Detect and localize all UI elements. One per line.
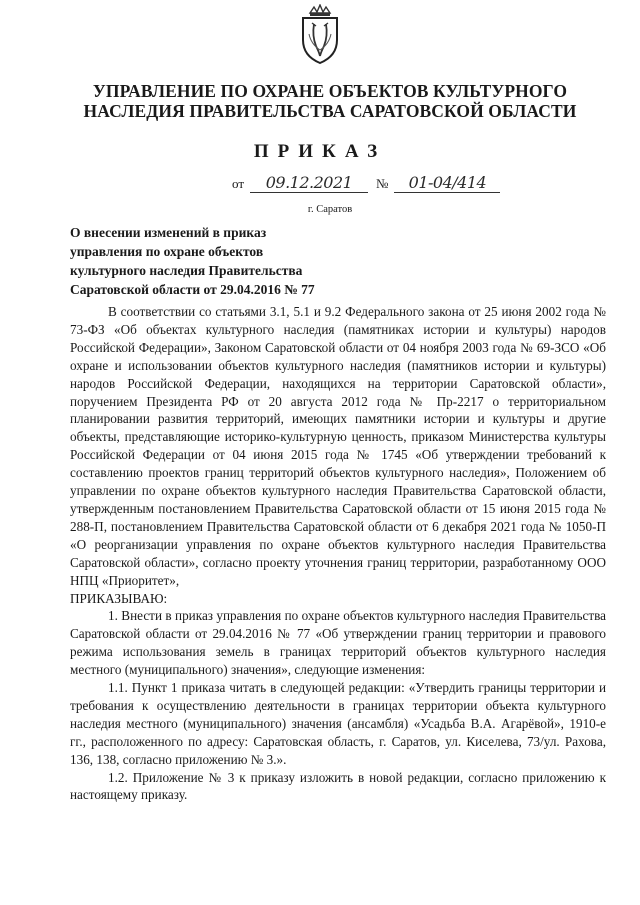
order-date-number-line	[232, 173, 500, 193]
order-date: 09.12.2021	[250, 173, 368, 193]
order-number: 01-04/414	[394, 173, 500, 193]
order-subject	[70, 223, 370, 299]
from-label: от	[232, 176, 245, 191]
item-1-paragraph: 1. Внести в приказ управления по охране объектов культурного наследия Правительства Саратовской области от 29.04.2016 № 77 «Об утверждении границ территории и правового режима использования земель в границах территорий объектов культурного наследия местного (муниципального) значения», следующие изменения:	[70, 608, 606, 678]
subject-line-4: Саратовской области от 29.04.2016 № 77	[70, 282, 315, 297]
city-label: г. Саратов	[307, 204, 353, 215]
coat-of-arms-emblem-icon	[298, 4, 342, 66]
document-title: ПРИКАЗ	[253, 141, 387, 162]
order-word: ПРИКАЗЫВАЮ:	[70, 590, 168, 606]
subject-line-3: культурного наследия Правительства	[70, 263, 303, 278]
subject-line-2: управления по охране объектов	[70, 244, 264, 259]
subject-line-1: О внесении изменений в приказ	[70, 225, 267, 240]
agency-name-line-1: УПРАВЛЕНИЕ ПО ОХРАНЕ ОБЪЕКТОВ КУЛЬТУРНОГО	[92, 81, 568, 101]
item-1-1-paragraph: 1.1. Пункт 1 приказа читать в следующей редакции: «Утвердить границы территории и требования к осуществлению деятельности в границах территории объекта культурного наследия местного (муниципального) значения (ансамбля) «Усадьба В.А. Агарёвой», 1910-е гг., расположенного по адресу: Саратовская область, г. Саратов, ул. Киселева, 73/ул. Рахова, 136, 138, согласно приложению № 3.».	[70, 680, 606, 767]
item-1-2-paragraph: 1.2. Приложение № 3 к приказу изложить в новой редакции, согласно приложению к настоящему приказу.	[70, 769, 606, 803]
preamble-paragraph: В соответствии со статьями 3.1, 5.1 и 9.2 Федерального закона от 25 июня 2002 года № 73-ФЗ «Об объектах культурного наследия (памятниках истории и культуры) народов Российской Федерации», Законом Саратовской области от 04 ноября 2003 года № 69-ЗСО «Об охране и использовании объектов культурного наследия (памятников истории и культуры) народов Российской Федерации, находящихся на территории Саратовской области», поручением Президента РФ от 20 августа 2012 года № Пр-2217 о территориальном планировании развития территорий, имеющих памятники истории и культуры и другие объекты, представляющие историко-культурную ценность, приказом Министерства культуры Российской Федерации от 04 июня 2015 года № 1745 «Об утверждении требований к составлению проектов границ территорий объектов культурного наследия», Положением об управлении по охране объектов культурного наследия Правительства Саратовской области, утвержденным постановлением Правительства Саратовской области от 15 июня 2015 года № 288-П, постановлением Правительства Саратовской области от 6 декабря 2021 года № 1050-П «О реорганизации управления по охране объектов культурного наследия Правительства Саратовской области», согласно проекту уточнения границ территории, разработанному ООО НПЦ «Приоритет»,	[70, 304, 606, 588]
number-label: №	[376, 176, 389, 191]
order-body	[70, 303, 606, 804]
agency-name-line-2: НАСЛЕДИЯ ПРАВИТЕЛЬСТВА САРАТОВСКОЙ ОБЛАСТИ	[83, 101, 577, 121]
